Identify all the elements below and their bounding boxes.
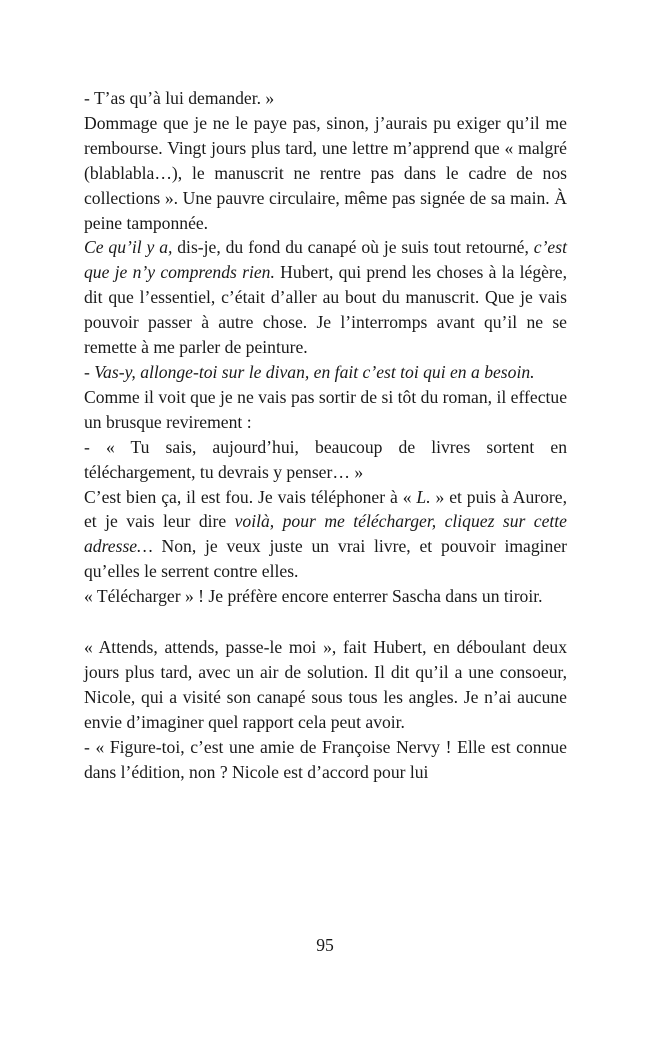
paragraph-text: dis-je, du fond du canapé où je suis tout retourné, xyxy=(172,237,534,258)
paragraph-6 xyxy=(84,435,567,485)
paragraph-8 xyxy=(84,584,567,609)
paragraph-text: C’est bien ça, il est fou. Je vais téléphoner à « xyxy=(84,486,417,507)
paragraph-3 xyxy=(84,235,567,360)
paragraph-text: Dommage que je ne le paye pas, sinon, j’aurais pu exiger qu’il me rembourse. Vingt jours plus tard, une lettre m’apprend que « malgré (blablabla…), le manuscrit ne rentre pas dans le cadre de nos collections ». Une pauvre circulaire, même pas signée de sa main. À peine tamponnée. xyxy=(84,112,567,233)
paragraph-text: Non, je veux juste un vrai livre, et pouvoir imaginer qu’elles le serrent contre elles. xyxy=(84,536,567,582)
paragraph-2 xyxy=(84,111,567,236)
paragraph-text: Comme il voit que je ne vais pas sortir de si tôt du roman, il effectue un brusque revirement : xyxy=(84,386,567,432)
paragraph-4 xyxy=(84,360,567,385)
italic-phrase: voilà, pour me télécharger, cliquez sur cette adresse… xyxy=(84,511,567,557)
paragraph-text: - T’as qu’à lui demander. » xyxy=(84,88,275,108)
paragraph-text: « Attends, attends, passe-le moi », fait Hubert, en déboulant deux jours plus tard, avec un air de solution. Il dit qu’il a une consoeur, Nicole, qui a visité son canapé sous tous les angles. Je n’ai aucune envie d’imaginer quel rapport cela peut avoir. xyxy=(84,637,567,732)
paragraph-text: « Télécharger » ! Je préfère encore enterrer Sascha dans un tiroir. xyxy=(84,586,543,607)
paragraph-9 xyxy=(84,635,567,735)
paragraph-text: - « Figure-toi, c’est une amie de Françoise Nervy ! Elle est connue dans l’édition, non ? Nicole est d’accord pour lui xyxy=(84,736,567,782)
italic-phrase: Vas-y, allonge-toi sur le divan, en fait c’est toi qui en a besoin. xyxy=(94,361,535,382)
paragraph-7 xyxy=(84,485,567,585)
paragraph-text: - xyxy=(84,361,95,382)
page-body xyxy=(84,86,567,784)
italic-phrase: c’est que je n’y comprends rien. xyxy=(84,237,567,283)
italic-phrase: L. xyxy=(416,486,431,507)
paragraph-text: - « Tu sais, aujourd’hui, beaucoup de livres sortent en téléchargement, tu devrais y penser… » xyxy=(84,436,567,482)
page-number: 95 xyxy=(316,935,334,955)
italic-phrase: Ce qu’il y a, xyxy=(84,237,173,258)
paragraph-10 xyxy=(84,735,567,785)
paragraph-text: Hubert, qui prend les choses à la légère, dit que l’essentiel, c’était d’aller au bout du manuscrit. Que je vais pouvoir passer à autre chose. Je l’interromps avant qu’il ne se remette à me parler de peinture. xyxy=(84,262,568,358)
paragraph-5 xyxy=(84,385,567,435)
paragraph-text: » et puis à Aurore, et je vais leur dire xyxy=(84,486,567,532)
paragraph-1 xyxy=(84,86,567,111)
